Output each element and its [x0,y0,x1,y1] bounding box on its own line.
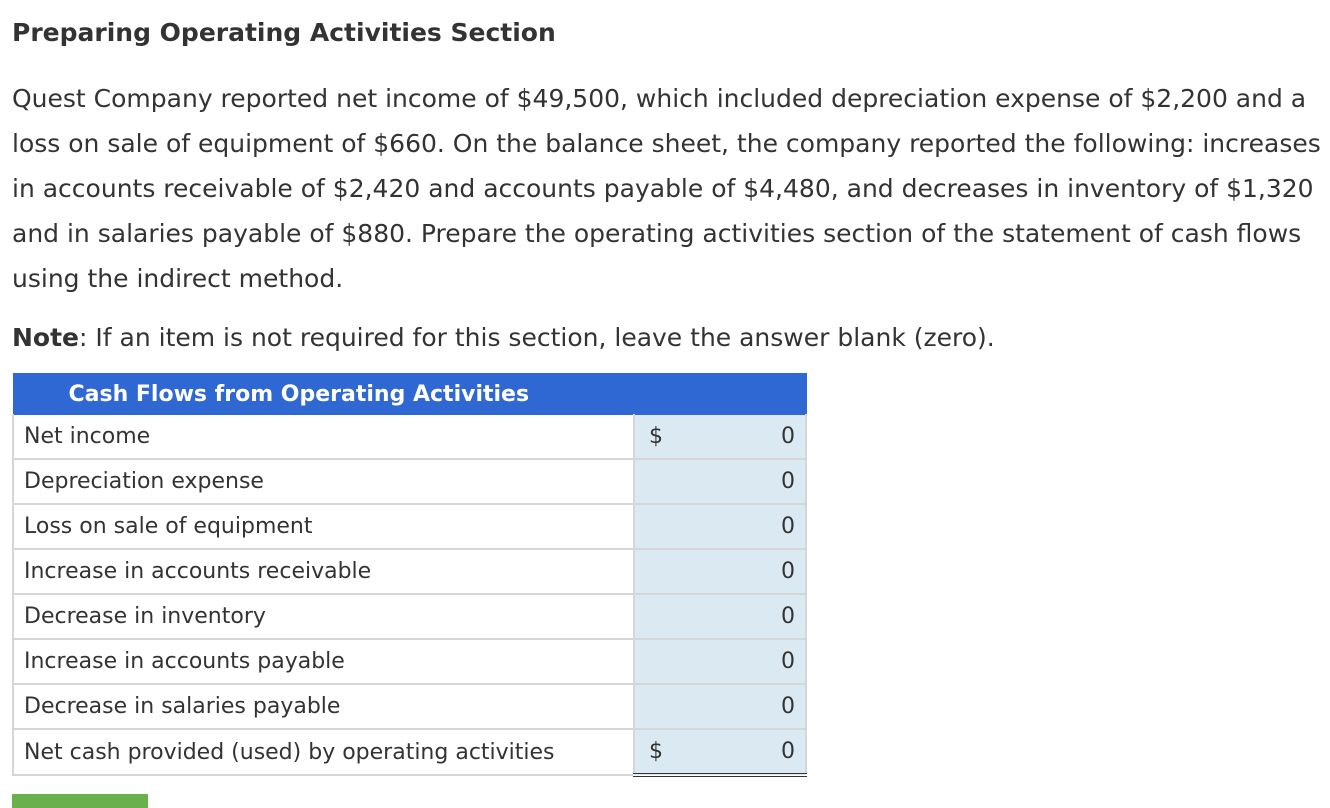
table-header: Cash Flows from Operating Activities [13,374,634,415]
row-net-income [13,415,806,460]
currency-symbol [634,594,683,639]
accounts-payable-input[interactable]: 0 [683,639,806,684]
accounts-receivable-input[interactable]: 0 [683,549,806,594]
currency-symbol: $ [634,415,683,460]
row-increase-accounts-payable [13,639,806,684]
currency-symbol: $ [634,729,683,775]
inventory-input[interactable]: 0 [683,594,806,639]
problem-statement: Quest Company reported net income of $49,500, which included depreciation expense of $2,200 and a loss on sale of equipment of $660. On the balance sheet, the company reported the following: increases in accounts receivable of $2,420 and accounts payable of $4,480, and decreases in inventory of $1,320 and in salaries payable of $880. Prepare the operating activities section of the statement of cash flows using the indirect method. [12,84,1321,293]
row-depreciation-expense [13,459,806,504]
net-income-input[interactable]: 0 [683,415,806,460]
row-increase-accounts-receivable [13,549,806,594]
currency-symbol [634,684,683,729]
row-loss-on-sale [13,504,806,549]
currency-symbol [634,639,683,684]
currency-symbol [634,549,683,594]
note-label: Note [12,323,80,352]
row-label: Decrease in inventory [13,594,634,639]
depreciation-expense-input[interactable]: 0 [683,459,806,504]
row-label: Depreciation expense [13,459,634,504]
row-label: Loss on sale of equipment [13,504,634,549]
currency-symbol [634,504,683,549]
row-decrease-salaries-payable [13,684,806,729]
row-net-cash-operating [13,729,806,775]
row-label: Increase in accounts receivable [13,549,634,594]
currency-symbol [634,459,683,504]
row-decrease-inventory [13,594,806,639]
note [12,315,995,360]
cash-flows-table [12,373,807,777]
loss-on-sale-input[interactable]: 0 [683,504,806,549]
row-label: Decrease in salaries payable [13,684,634,729]
note-text: : If an item is not required for this section, leave the answer blank (zero). [79,323,995,352]
net-cash-operating-input[interactable]: 0 [683,729,806,775]
row-label: Net cash provided (used) by operating activities [13,729,634,775]
row-label: Increase in accounts payable [13,639,634,684]
salaries-payable-input[interactable]: 0 [683,684,806,729]
page-title: Preparing Operating Activities Section [12,18,556,47]
table-header-blank [634,374,806,415]
row-label: Net income [13,415,634,460]
